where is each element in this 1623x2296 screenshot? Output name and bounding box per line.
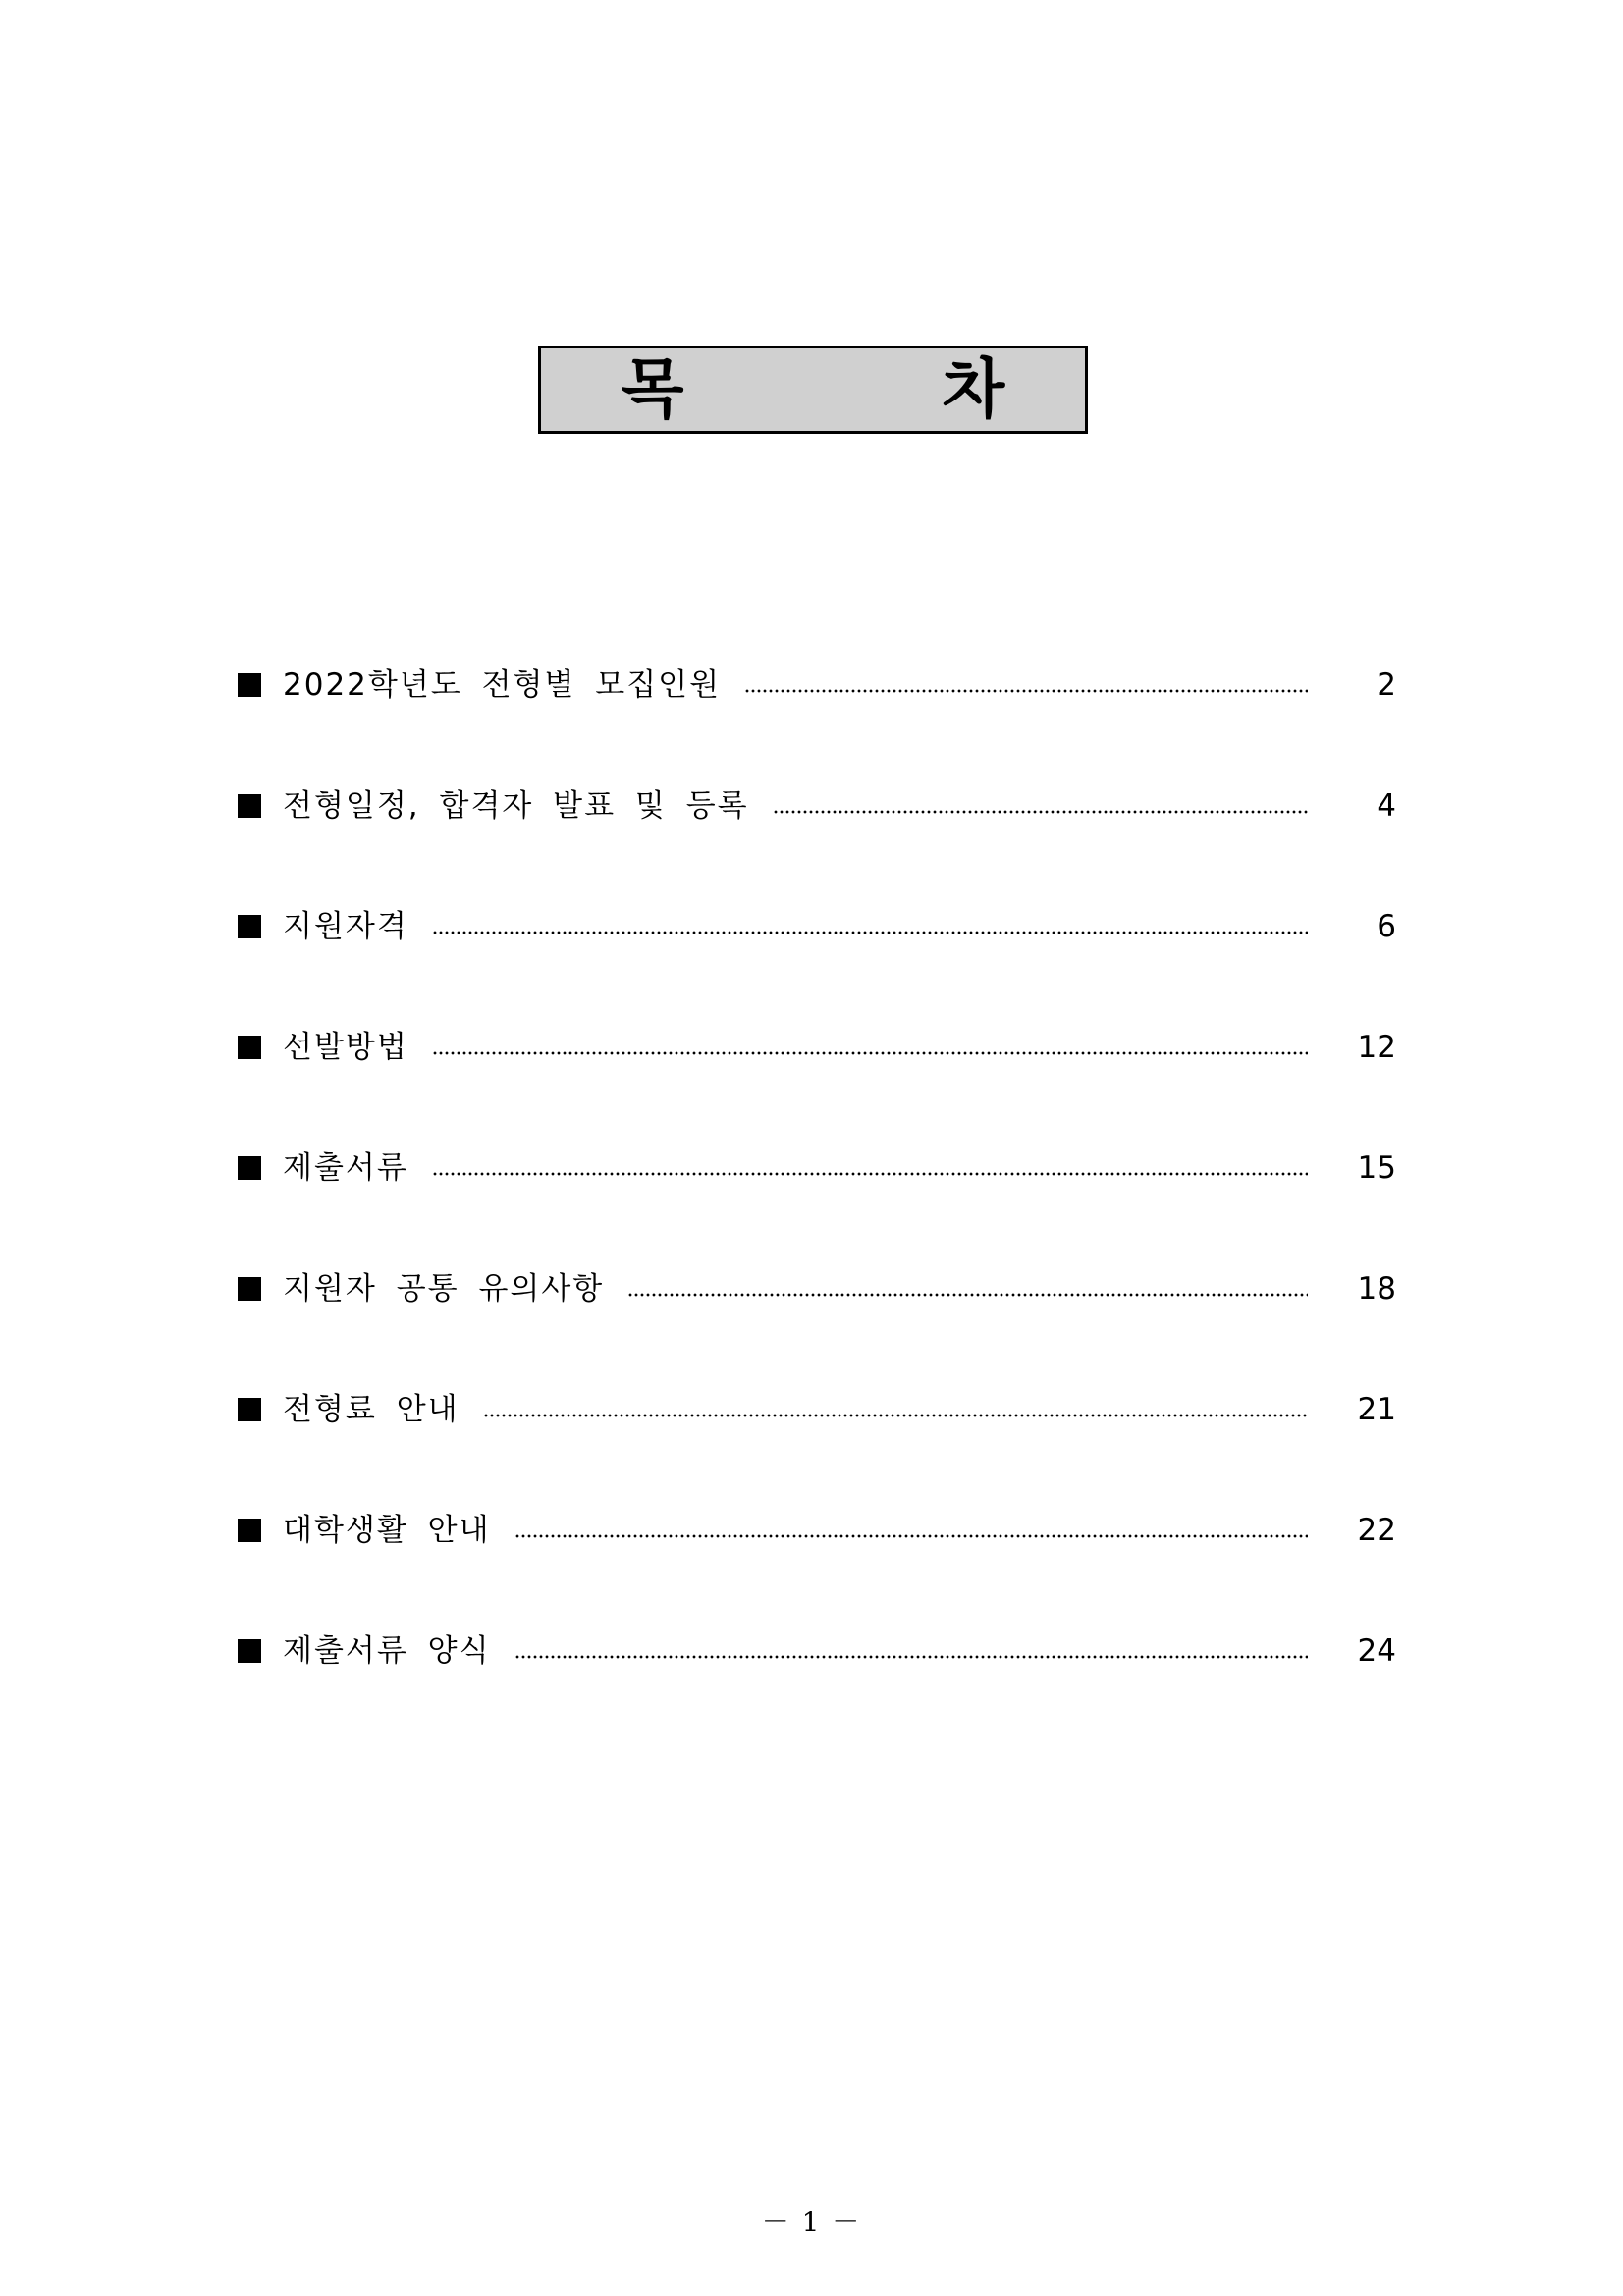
dot-leader: [483, 1414, 1308, 1417]
toc-item[interactable]: [238, 1380, 1396, 1439]
square-bullet-icon: [238, 1519, 261, 1542]
toc-item-label: 2022학년도 전형별 모집인원: [283, 667, 722, 703]
toc-item[interactable]: [238, 1139, 1396, 1198]
square-bullet-icon: [238, 1398, 261, 1421]
square-bullet-icon: [238, 1036, 261, 1059]
toc-item[interactable]: [238, 1018, 1396, 1077]
toc-item-label: 대학생활 안내: [283, 1512, 491, 1548]
toc-item[interactable]: [238, 656, 1396, 715]
square-bullet-icon: [238, 1639, 261, 1663]
dot-leader: [432, 1172, 1308, 1176]
toc-title-box: [538, 346, 1123, 434]
toc-item[interactable]: [238, 776, 1396, 835]
toc-item-page: 21: [1357, 1391, 1396, 1427]
toc-item-page: 12: [1357, 1029, 1396, 1065]
toc-item-page: 15: [1357, 1149, 1396, 1186]
toc-item-page: 2: [1377, 667, 1396, 703]
square-bullet-icon: [238, 1277, 261, 1301]
page-number-footer: － 1 －: [761, 2206, 862, 2238]
toc-item[interactable]: [238, 1501, 1396, 1560]
toc-item-label: 선발방법: [283, 1029, 408, 1065]
toc-item-label: 전형료 안내: [283, 1391, 460, 1427]
toc-item-label: 전형일정, 합격자 발표 및 등록: [283, 787, 749, 824]
toc-item-page: 24: [1357, 1632, 1396, 1669]
dot-leader: [744, 689, 1308, 693]
dot-leader: [432, 931, 1308, 934]
toc-item-label: 제출서류 양식: [283, 1632, 491, 1669]
square-bullet-icon: [238, 915, 261, 938]
dot-leader: [514, 1534, 1308, 1538]
toc-item-page: 22: [1357, 1512, 1396, 1548]
toc-item-label: 지원자격: [283, 908, 408, 944]
toc-item-label: 지원자 공통 유의사항: [283, 1270, 605, 1307]
square-bullet-icon: [238, 794, 261, 818]
toc-item-page: 4: [1377, 787, 1396, 824]
toc-title: 목 차: [621, 351, 1123, 427]
toc-item[interactable]: [238, 1259, 1396, 1318]
dot-leader: [773, 810, 1308, 814]
toc-item-page: 18: [1357, 1270, 1396, 1307]
toc-item-page: 6: [1377, 908, 1396, 944]
dot-leader: [432, 1051, 1308, 1055]
square-bullet-icon: [238, 673, 261, 697]
square-bullet-icon: [238, 1156, 261, 1180]
toc-item-label: 제출서류: [283, 1149, 408, 1186]
toc-item[interactable]: [238, 1622, 1396, 1681]
dot-leader: [627, 1293, 1308, 1297]
toc-item[interactable]: [238, 897, 1396, 956]
dot-leader: [514, 1655, 1308, 1659]
